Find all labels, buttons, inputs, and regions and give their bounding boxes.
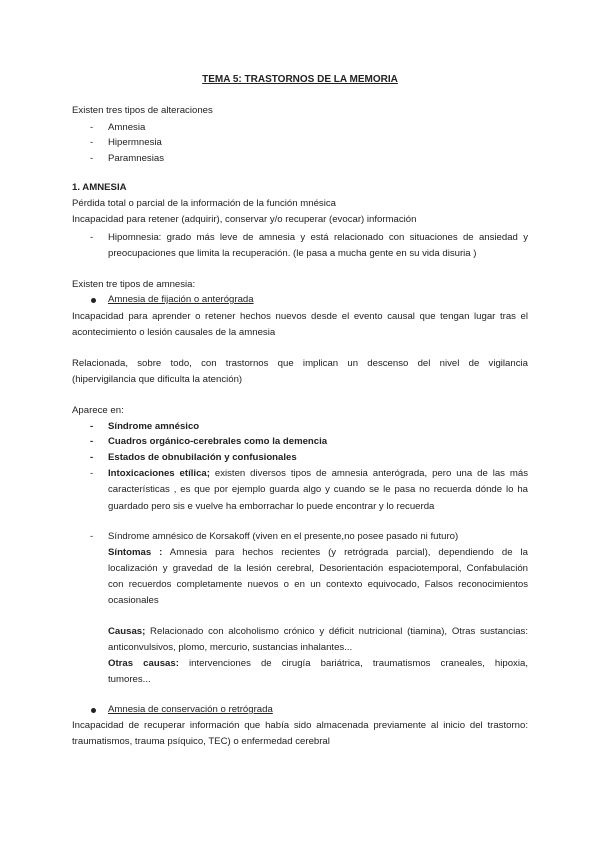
paragraph: tumores... <box>108 674 151 685</box>
dash: - <box>90 436 94 447</box>
paragraph <box>108 625 528 639</box>
paragraph: preocupaciones que limita la recuperación. (le pasa a mucha gente en su vida disuria ) <box>108 248 477 259</box>
paragraph: acontecimiento o lesión causales de la amnesia <box>72 327 276 338</box>
intro: Existen tres tipos de alteraciones <box>72 105 213 116</box>
paragraph: Incapacidad para aprender o retener hechos nuevos desde el evento causal que tengan lugar tras el <box>72 311 528 322</box>
subheading: Amnesia de conservación o retrógrada <box>108 704 273 715</box>
paragraph: guardado pero sis e vuelve ha emborrachar lo puede encontrar y lo recuerda <box>108 501 435 512</box>
paragraph: anticonvulsivos, plomo, mercurio, sustancias inhalantes... <box>108 642 353 653</box>
section-heading: 1. AMNESIA <box>72 182 127 193</box>
dash: - <box>90 421 94 432</box>
bold-label: Causas; <box>108 626 146 637</box>
bullet-icon <box>91 298 96 303</box>
paragraph: Hipomnesia: grado más leve de amnesia y está relacionado con situaciones de ansiedad y <box>108 232 528 243</box>
paragraph: Pérdida total o parcial de la información de la función mnésica <box>72 198 336 209</box>
paragraph: Relacionada, sobre todo, con trastornos que implican un descenso del nivel de vigilancia <box>72 358 528 369</box>
paragraph <box>108 657 528 671</box>
bold-label: Síntomas : <box>108 547 163 558</box>
bold-label: Intoxicaciones etílica; <box>108 468 215 479</box>
bullet-icon <box>91 708 96 713</box>
dash: - <box>90 122 94 133</box>
paragraph: localización y gravedad de la lesión cerebral, Desorientación espaciotemporal, Confabulación <box>108 563 528 574</box>
dash: - <box>90 452 94 463</box>
text: Amnesia para hechos recientes (y retrógrada parcial), dependiendo de la <box>162 547 528 558</box>
paragraph: Aparece en: <box>72 405 124 416</box>
dash: - <box>90 137 94 148</box>
list-item: Síndrome amnésico <box>108 421 200 432</box>
list-item: Hipermnesia <box>108 137 162 148</box>
subheading: Amnesia de fijación o anterógrada <box>108 294 254 305</box>
page-title: TEMA 5: TRASTORNOS DE LA MEMORIA <box>202 74 398 85</box>
dash: - <box>90 531 94 542</box>
paragraph: Existen tre tipos de amnesia: <box>72 279 196 290</box>
paragraph: características , es que por ejemplo guarda algo y cuando se le pasa no recuerda dónde lo ha <box>108 484 528 495</box>
list-item: Amnesia <box>108 122 146 133</box>
paragraph: Incapacidad de recuperar información que había sido almacenada previamente al inicio del trastorno: <box>72 720 528 731</box>
list-item <box>108 467 528 481</box>
dash: - <box>90 232 94 243</box>
list-item: Cuadros orgánico-cerebrales como la demencia <box>108 436 328 447</box>
list-item: Síndrome amnésico de Korsakoff (viven en el presente,no posee pasado ni futuro) <box>108 531 459 542</box>
paragraph: traumatismos, trauma psíquico, TEC) o enfermedad cerebral <box>72 736 330 747</box>
paragraph: ocasionales <box>108 595 159 606</box>
dash: - <box>90 153 94 164</box>
text: intervenciones de cirugía bariátrica, traumatismos craneales, hipoxia, <box>178 658 528 669</box>
text: Relacionado con alcoholismo crónico y déficit nutricional (tiamina), Otras sustancias: <box>145 626 528 637</box>
paragraph: (hipervigilancia que dificulta la atención) <box>72 374 243 385</box>
paragraph <box>108 546 528 560</box>
text: existen diversos tipos de amnesia anterógrada, pero una de las más <box>214 468 528 479</box>
list-item: Estados de obnubilación y confusionales <box>108 452 297 463</box>
dash: - <box>90 468 94 479</box>
list-item: Paramnesias <box>108 153 164 164</box>
paragraph: Incapacidad para retener (adquirir), conservar y/o recuperar (evocar) información <box>72 214 417 225</box>
paragraph: con recuerdos completamente nuevos o en un contexto equivocado, Falsos reconocimientos <box>108 579 528 590</box>
bold-label: Otras causas: <box>108 658 179 669</box>
